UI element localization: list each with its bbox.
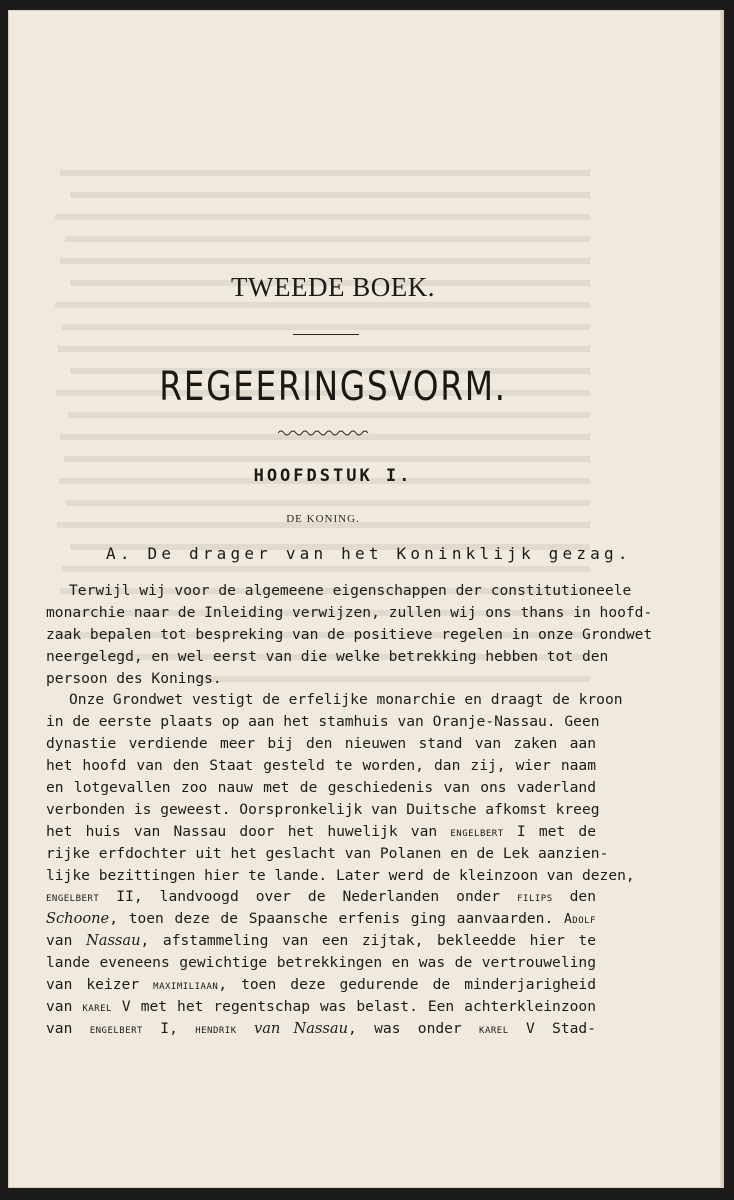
text-run: van <box>46 1019 90 1037</box>
text-run: , was onder <box>348 1019 480 1037</box>
text-line: in de eerste plaats op aan het stamhuis van Oranje-Nassau. Geen <box>46 713 600 731</box>
book-page <box>8 10 724 1188</box>
text-line <box>46 996 596 1018</box>
person-name: filips <box>517 890 553 906</box>
text-line: persoon des Konings. <box>46 669 222 687</box>
text-line <box>46 821 596 843</box>
text-run: van keizer <box>46 976 154 994</box>
text-run: het huis van Nassau door het huwelijk van <box>46 822 451 840</box>
person-name: engelbert <box>46 890 100 906</box>
text-run: V Stad- <box>508 1019 596 1037</box>
text-run: , afstammeling van een zijtak, bekleedde hier te <box>140 932 596 950</box>
chapter-heading: HOOFDSTUK I. <box>253 466 413 486</box>
text-line: monarchie naar de Inleiding verwijzen, zullen wij ons thans in hoofd- <box>46 603 653 621</box>
text-run: I, <box>142 1019 196 1037</box>
person-name: karel <box>82 999 112 1015</box>
body-text <box>46 580 653 1040</box>
text-run: van <box>46 997 83 1015</box>
page-edge <box>720 10 724 1188</box>
person-name: engelbert <box>89 1021 143 1037</box>
main-title: REGEERINGSVORM. <box>159 364 507 410</box>
italic-text: van Nassau <box>253 1019 349 1037</box>
italic-text: Nassau <box>85 932 141 950</box>
text-run: II, landvoogd over de Nederlanden onder <box>99 888 518 906</box>
person-name: engelbert <box>450 824 504 840</box>
text-line <box>46 908 596 930</box>
text-run: , toen deze de Spaansche erfenis ging aanvaarden. <box>109 910 564 928</box>
text-line: en lotgevallen zoo nauw met de geschiedenis van ons vaderland <box>46 779 596 797</box>
text-line <box>46 930 596 952</box>
text-line <box>46 974 596 996</box>
text-run: I met de <box>503 822 596 840</box>
text-run: van <box>46 932 86 950</box>
subsection-heading: A. De drager van het Koninklijk gezag. <box>106 544 632 563</box>
text-run: V met het regentschap was belast. Een achterkleinzoon <box>111 997 596 1015</box>
text-line: neergelegd, en wel eerst van die welke betrekking hebben tot den <box>46 647 609 665</box>
text-line: Terwijl wij voor de algemeene eigenschappen der constitutioneele <box>69 582 632 599</box>
text-line: lande eveneens gewichtige betrekkingen en was de vertrouweling <box>46 954 596 972</box>
text-line: verbonden is geweest. Oorspronkelijk van Duitsche afkomst kreeg <box>46 800 600 818</box>
title-divider <box>293 334 359 335</box>
book-title: TWEEDE BOEK. <box>231 272 435 302</box>
text-run: , toen deze gedurende de minderjarigheid <box>218 976 597 994</box>
italic-text: Schoone <box>46 910 110 928</box>
text-line: rijke erfdochter uit het geslacht van Polanen en de Lek aanzien- <box>46 844 609 862</box>
text-line <box>46 1018 596 1040</box>
text-line: dynastie verdiende meer bij den nieuwen stand van zaken aan <box>46 735 596 753</box>
person-name: hendrik <box>195 1021 237 1037</box>
text-line <box>46 886 596 908</box>
person-name: maximiliaan <box>153 978 219 994</box>
person-name: karel <box>479 1021 509 1037</box>
text-run: den <box>552 888 596 906</box>
text-line: lijke bezittingen hier te lande. Later werd de kleinzoon van dezen, <box>46 866 635 884</box>
wave-ornament <box>278 428 370 438</box>
text-line: het hoofd van den Staat gesteld te worden, dan zij, wier naam <box>46 757 596 775</box>
person-name: Adolf <box>563 912 596 928</box>
text-line: zaak bepalen tot bespreking van de positieve regelen in onze Grondwet <box>46 625 653 643</box>
section-heading: DE KONING. <box>286 513 360 525</box>
text-run <box>237 1020 254 1037</box>
text-line: Onze Grondwet vestigt de erfelijke monarchie en draagt de kroon <box>69 691 623 709</box>
